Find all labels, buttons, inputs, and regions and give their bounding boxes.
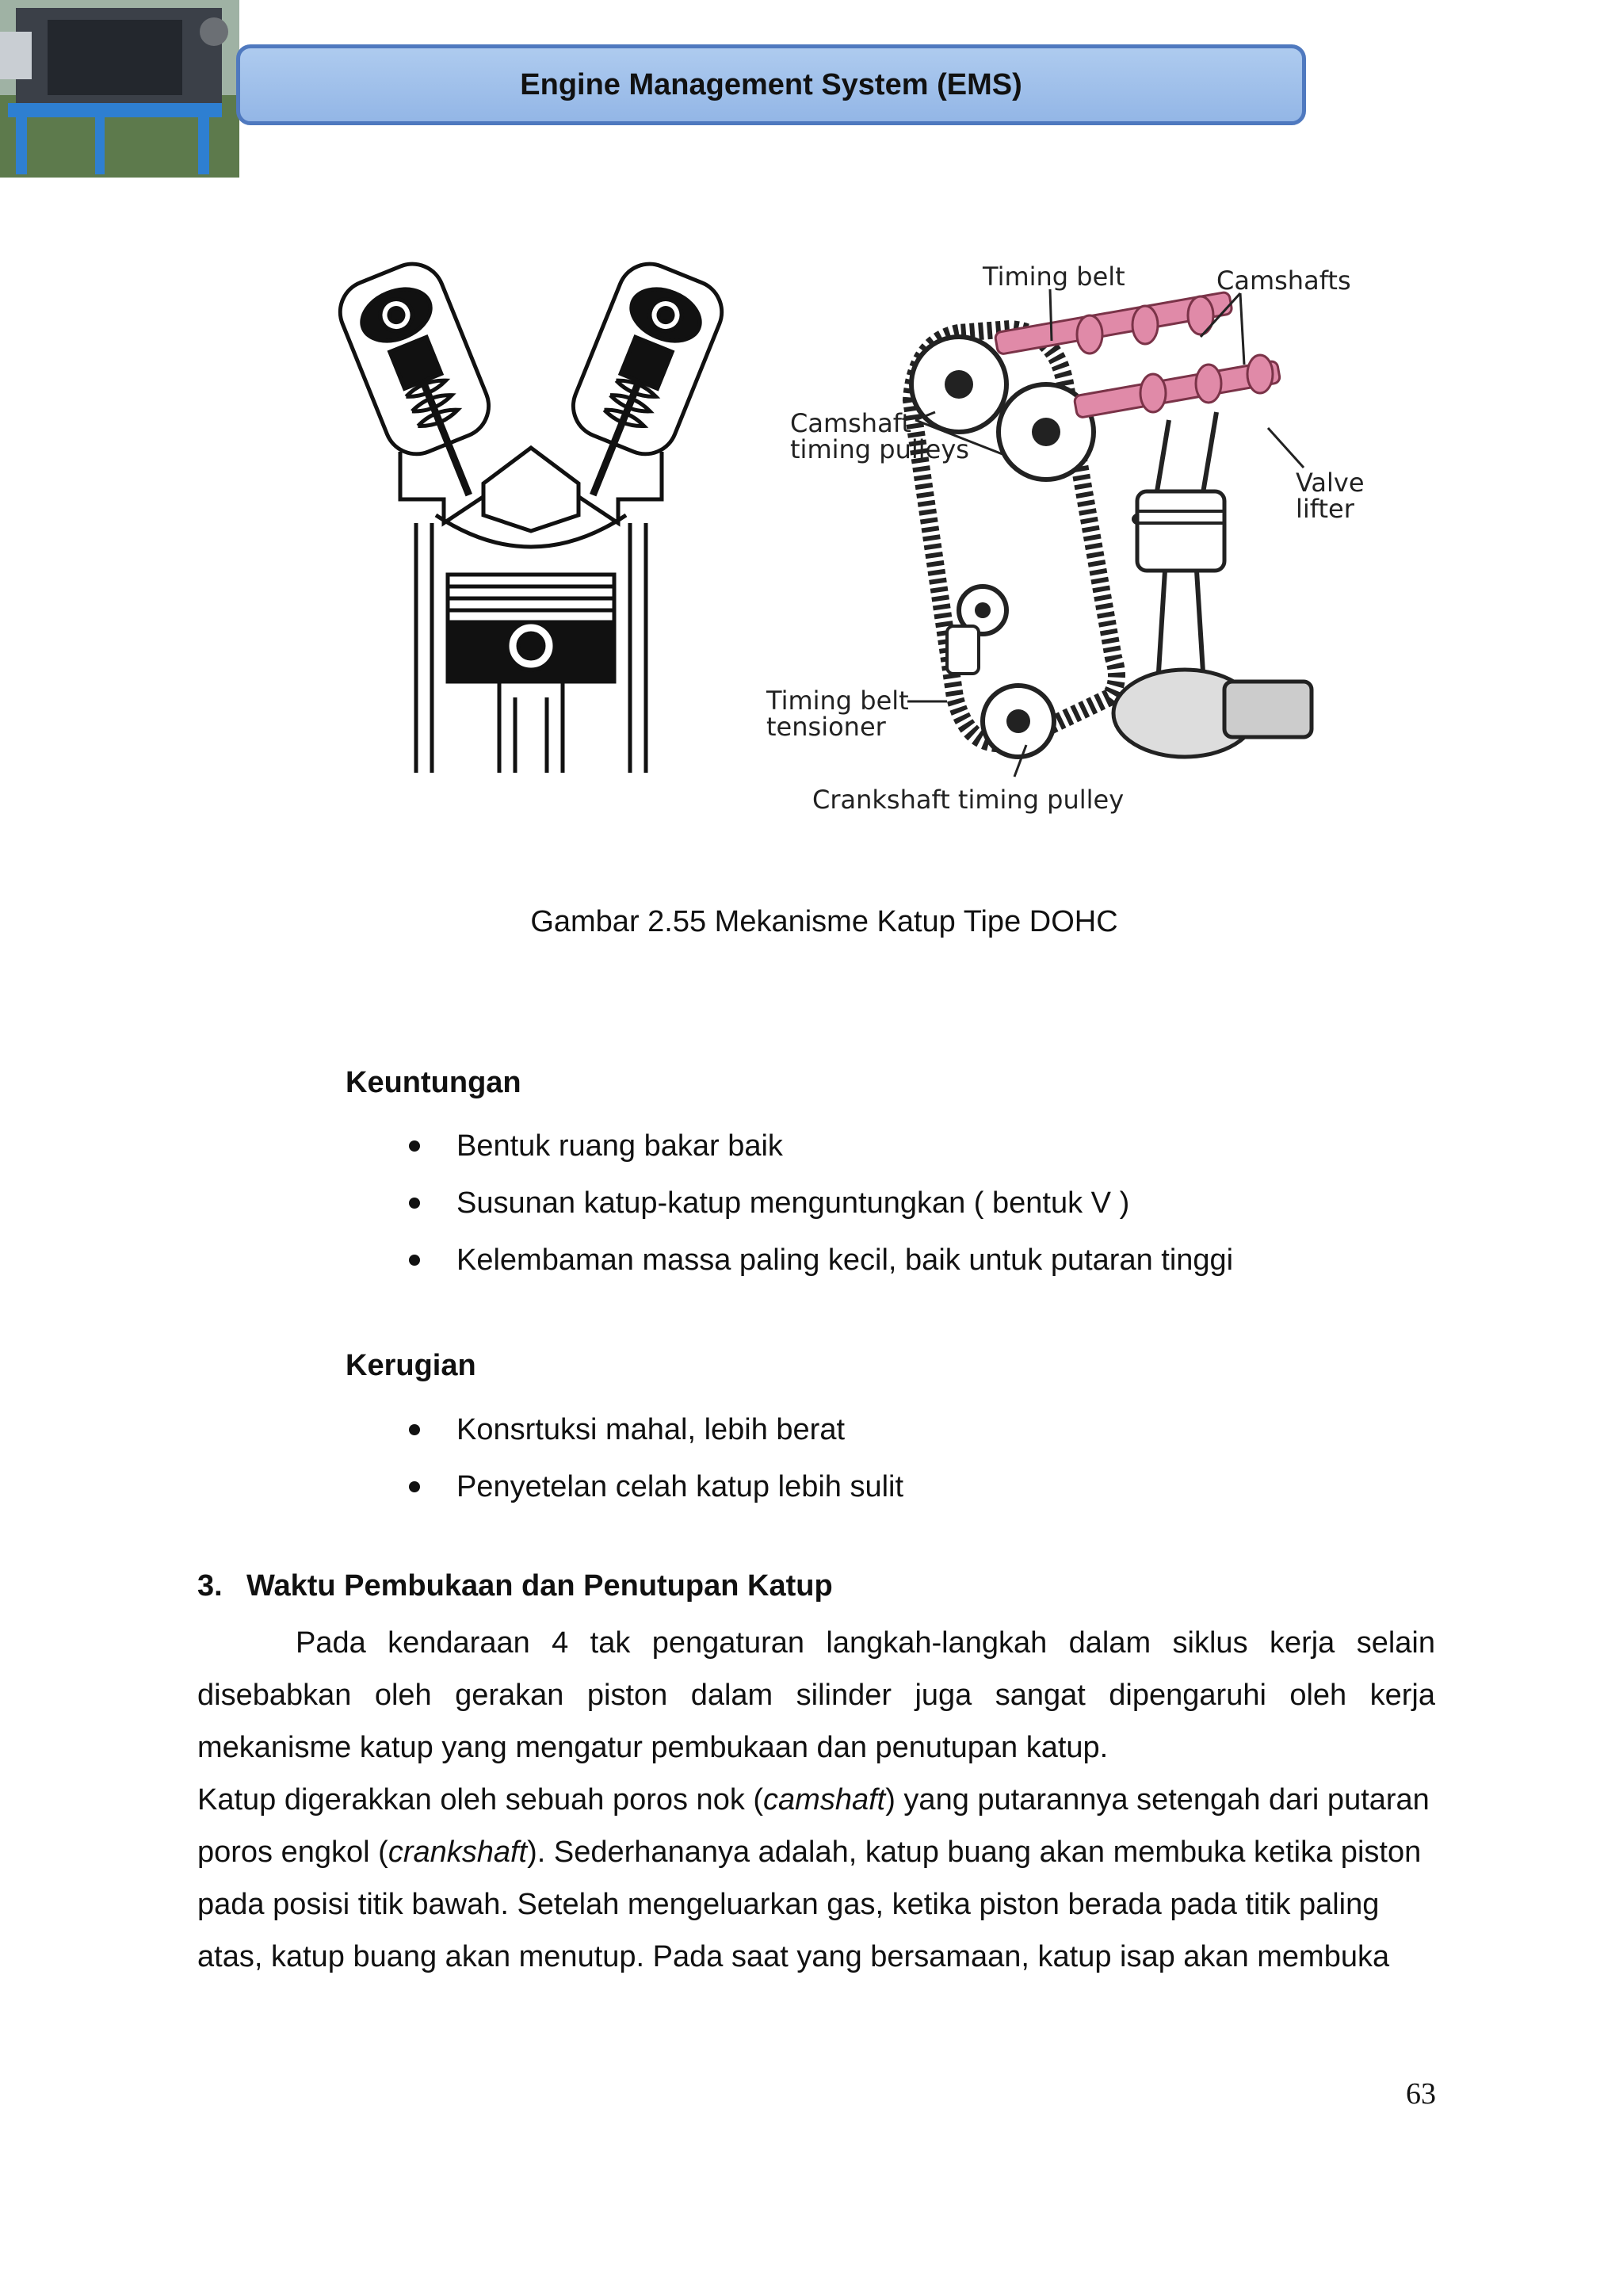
figure-caption: Gambar 2.55 Mekanisme Katup Tipe DOHC — [530, 905, 1118, 938]
section-number: 3. — [197, 1569, 223, 1603]
page-number: 63 — [1406, 2077, 1436, 2111]
advantages-list — [346, 1117, 1233, 1289]
disadvantages-heading: Kerugian — [346, 1349, 476, 1382]
label-camshaft-pulleys-1: Camshaft — [790, 408, 911, 438]
engine-trainer-photo — [0, 0, 239, 178]
label-valve-lifter-2: lifter — [1296, 494, 1354, 524]
header-banner — [236, 44, 1306, 125]
section-3-heading — [197, 1569, 833, 1603]
dohc-cross-section-figure — [333, 254, 729, 781]
bullet-icon — [409, 1255, 420, 1266]
label-crank-pulley: Crankshaft timing pulley — [812, 785, 1125, 815]
label-tensioner-1: Timing belt — [766, 686, 909, 716]
list-item: Susunan katup-katup menguntungkan ( bentuk V ) — [346, 1175, 1233, 1232]
list-item: Penyetelan celah katup lebih sulit — [346, 1458, 903, 1515]
label-valve-lifter-1: Valve — [1296, 468, 1365, 498]
label-timing-belt: Timing belt — [983, 262, 1125, 292]
list-item: Konsrtuksi mahal, lebih berat — [346, 1401, 903, 1458]
list-item: Bentuk ruang bakar baik — [346, 1117, 1233, 1175]
bullet-icon — [409, 1481, 420, 1492]
bullet-icon — [409, 1198, 420, 1209]
disadvantages-list — [346, 1401, 903, 1515]
header-title: Engine Management System (EMS) — [520, 67, 1022, 101]
label-tensioner-2: tensioner — [766, 712, 886, 742]
list-item: Kelembaman massa paling kecil, baik untuk putaran tinggi — [346, 1232, 1233, 1289]
section-title: Waktu Pembukaan dan Penutupan Katup — [246, 1569, 833, 1603]
paragraph-1: Pada kendaraan 4 tak pengaturan langkah-langkah dalam siklus kerja selain disebabkan oleh gerakan piston dalam silinder juga sangat dipengaruhi oleh kerja mekanisme katup yang mengatur pembukaan dan penutupan katup. — [197, 1626, 1435, 1764]
bullet-icon — [409, 1424, 420, 1435]
label-camshaft-pulleys-2: timing pulleys — [790, 434, 969, 464]
timing-belt-diagram — [757, 254, 1375, 824]
advantages-heading: Keuntungan — [346, 1066, 521, 1099]
label-camshafts: Camshafts — [1216, 266, 1351, 296]
paragraph-2: Katup digerakkan oleh sebuah poros nok (camshaft) yang putarannya setengah dari putaran poros engkol (crankshaft). Sederhananya adalah, katup buang akan membuka ketika piston pada posisi titik bawah. Setelah mengeluarkan gas, ketika piston berada pada titik paling atas, katup buang akan menutup. Pada saat yang bersamaan, katup isap akan membuka — [197, 1783, 1430, 1973]
bullet-icon — [409, 1140, 420, 1152]
